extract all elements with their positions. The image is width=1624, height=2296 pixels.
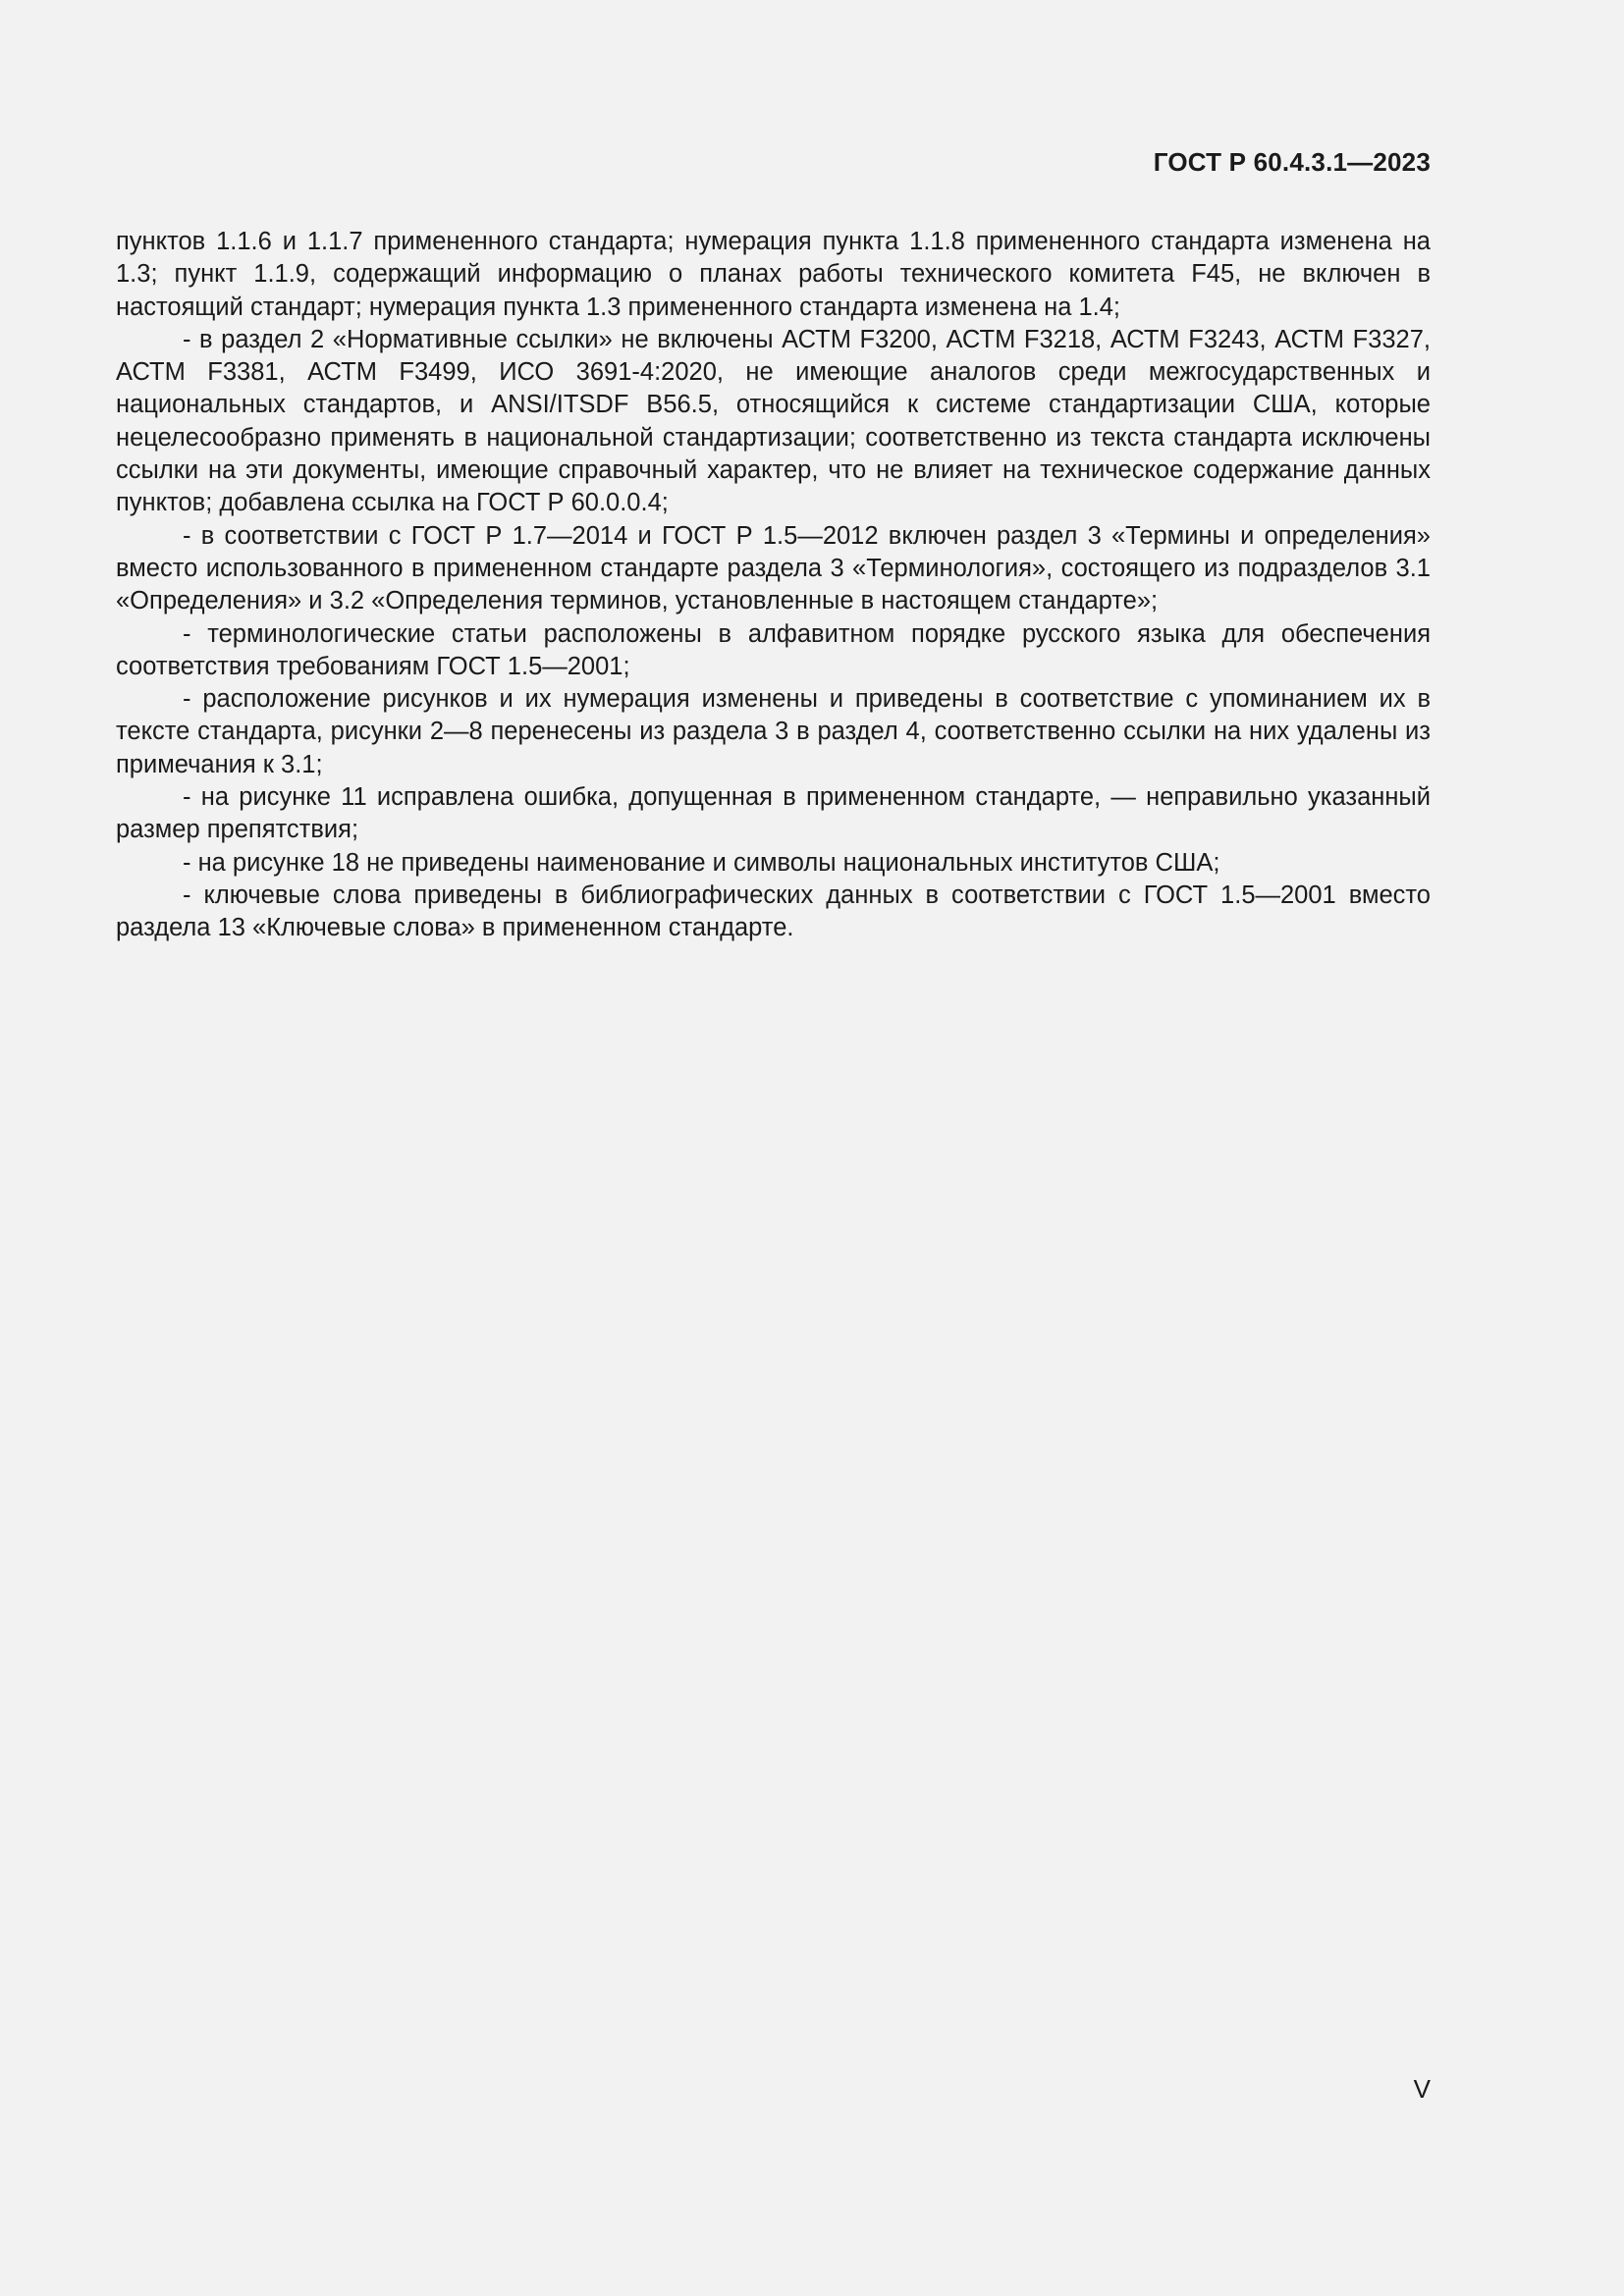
page-number: V — [1413, 2074, 1431, 2104]
list-item-figure-11-fix: - на рисунке 11 исправлена ошибка, допущенная в примененном стандарте, — неправильно указанный размер препятствия; — [116, 783, 1431, 844]
list-item-normative-references: - в раздел 2 «Нормативные ссылки» не включены АСТМ F3200, АСТМ F3218, АСТМ F3243, АСТМ F3327, АСТМ F3381, АСТМ F3499, ИСО 3691-4:2020, не имеющие аналогов среди межгосударственных и национальных стандартов, и ANSI/ITSDF B56.5, относящийся к системе стандартизации США, которые нецелесообразно применять в национальной стандартизации; соответственно из текста стандарта исключены ссылки на эти документы, имеющие справочный характер, что не влияет на техническое содержание данных пунктов; добавлена ссылка на ГОСТ Р 60.0.0.4; — [116, 325, 1431, 517]
list-item-figures-numbering: - расположение рисунков и их нумерация изменены и приведены в соответствие с упоминанием их в тексте стандарта, рисунки 2—8 перенесены из раздела 3 в раздел 4, соответственно ссылки на них удалены из примечания к 3.1; — [116, 685, 1431, 778]
list-item-keywords: - ключевые слова приведены в библиографических данных в соответствии с ГОСТ 1.5—2001 вместо раздела 13 «Ключевые слова» в примененном стандарте. — [116, 881, 1431, 942]
list-item-figure-18: - на рисунке 18 не приведены наименование и символы национальных институтов США; — [183, 848, 1220, 877]
document-body — [116, 226, 1431, 945]
document-header: ГОСТ Р 60.4.3.1—2023 — [1153, 147, 1431, 177]
list-item-terminology-order: - терминологические статьи расположены в алфавитном порядке русского языка для обеспечения соответствия требованиям ГОСТ 1.5—2001; — [116, 619, 1431, 680]
list-item-terms-section: - в соответствии с ГОСТ Р 1.7—2014 и ГОСТ Р 1.5—2012 включен раздел 3 «Термины и определения» вместо использованного в примененном стандарте раздела 3 «Терминология», состоящего из подразделов 3.1 «Определения» и 3.2 «Определения терминов, установленные в настоящем стандарте»; — [116, 521, 1431, 615]
paragraph-continuation: пунктов 1.1.6 и 1.1.7 примененного стандарта; нумерация пункта 1.1.8 примененного стандарта изменена на 1.3; пункт 1.1.9, содержащий информацию о планах работы технического комитета F45, не включен в настоящий стандарт; нумерация пункта 1.3 примененного стандарта изменена на 1.4; — [116, 228, 1431, 321]
